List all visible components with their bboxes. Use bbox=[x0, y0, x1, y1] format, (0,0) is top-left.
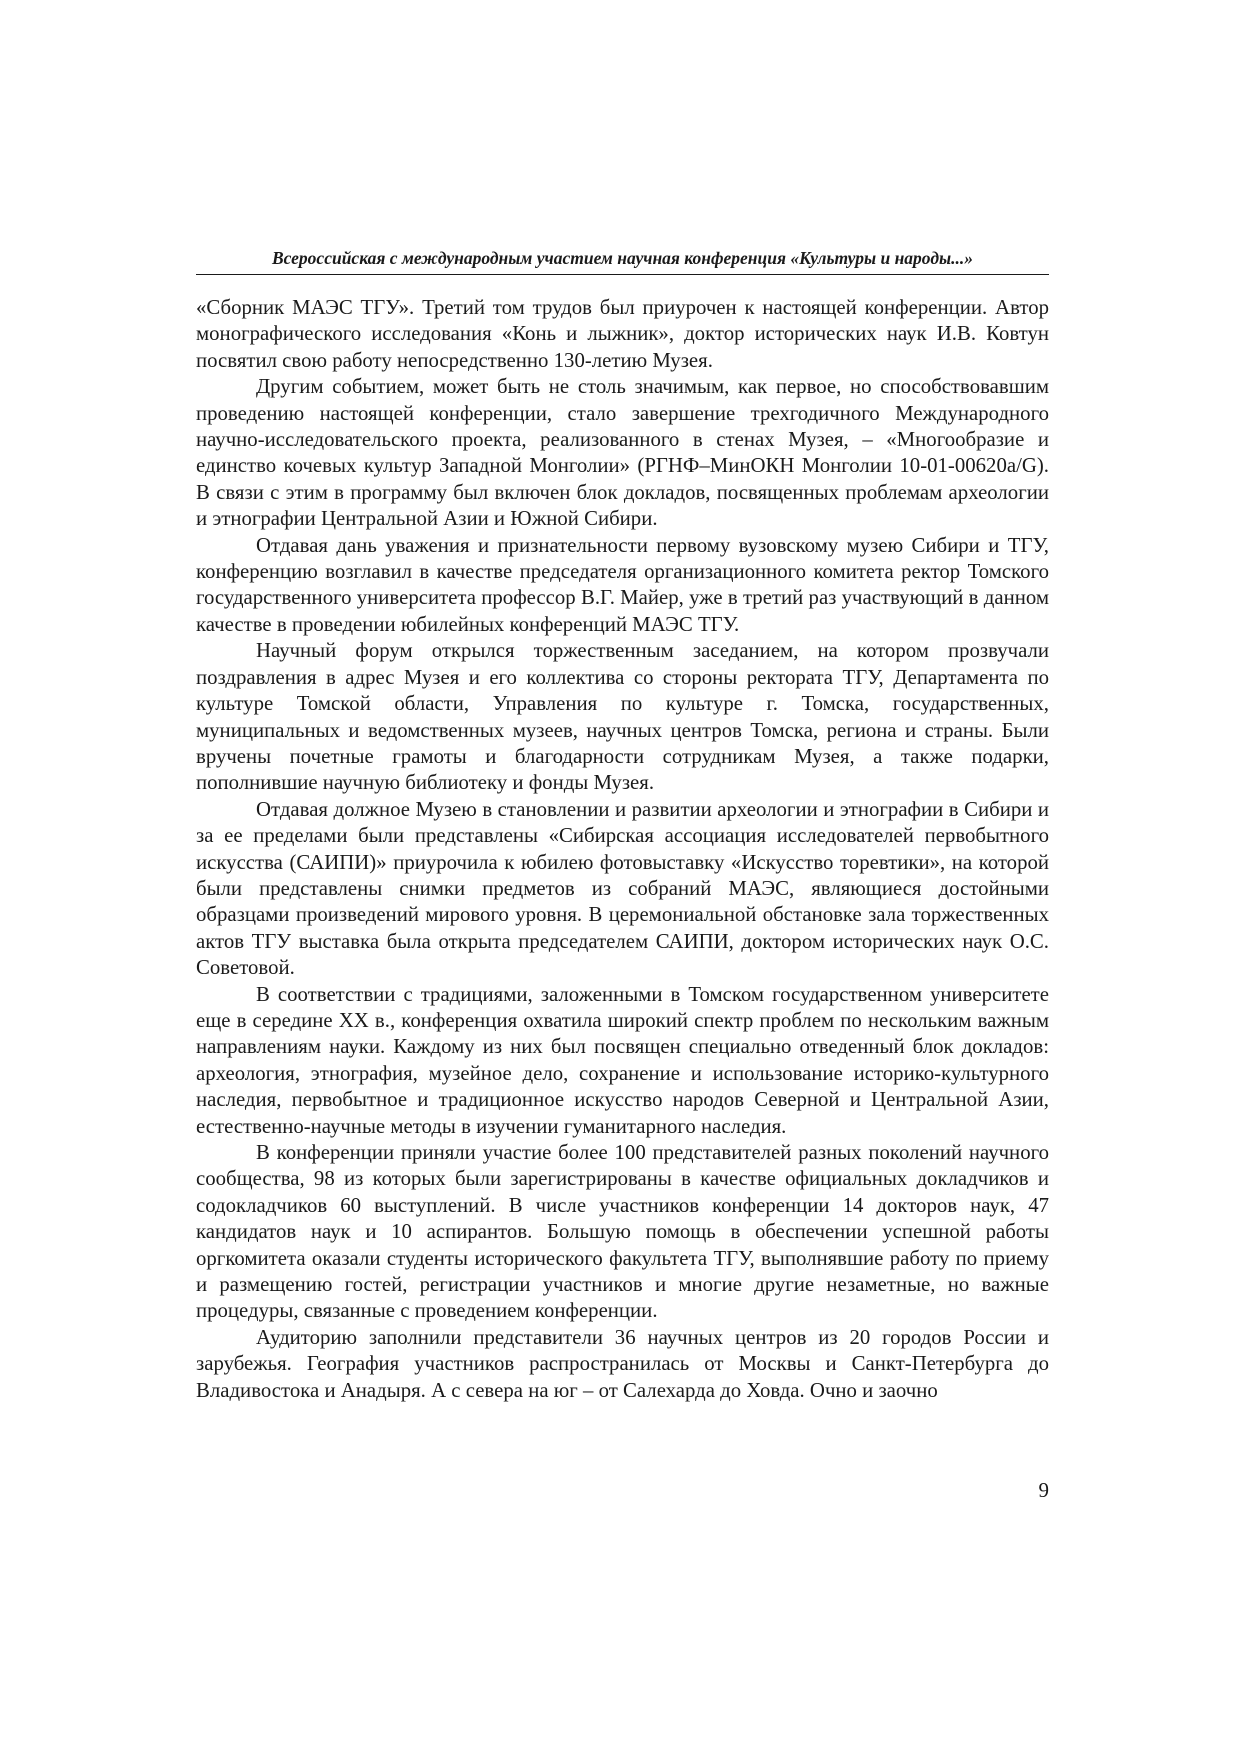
paragraph: Отдавая дань уважения и признательности первому вузовскому музею Сибири и ТГУ, конференцию возглавил в качестве председателя организационного комитета ректор Томского государственного университета профессор В.Г. Майер, уже в третий раз участвующий в данном качестве в проведении юбилейных конференций МАЭС ТГУ. bbox=[196, 533, 1049, 636]
header-rule bbox=[196, 274, 1049, 275]
paragraph: Аудиторию заполнили представители 36 научных центров из 20 городов России и зарубежья. География участников распространилась от Москвы и Санкт-Петербурга до Владивостока и Анадыря. А с севера на юг – от Салехарда до Ховда. Очно и заочно bbox=[196, 1325, 1049, 1402]
paragraph: В конференции приняли участие более 100 представителей разных поколений научного сообщества, 98 из которых были зарегистрированы в качестве официальных докладчиков и содокладчиков 60 выступлений. В числе участников конференции 14 докторов наук, 47 кандидатов наук и 10 аспирантов. Большую помощь в обеспечении успешной работы оргкомитета оказали студенты исторического факультета ТГУ, выполнявшие работу по приему и размещению гостей, регистрации участников и многие другие незаметные, но важные процедуры, связанные с проведением конференции. bbox=[196, 1141, 1049, 1323]
paragraph: В соответствии с традициями, заложенными в Томском государственном университете еще в середине XX в., конференция охватила широкий спектр проблем по нескольким важным направлениям науки. Каждому из них был посвящен специально отведенный блок докладов: археология, этнография, музейное дело, сохранение и использование историко-культурного наследия, первобытное и традиционное искусство народов Северной и Центральной Азии, естественно-научные методы в изучении гуманитарного наследия. bbox=[196, 982, 1049, 1138]
paragraph-continuation: «Сборник МАЭС ТГУ». Третий том трудов был приурочен к настоящей конференции. Автор монографического исследования «Конь и лыжник», доктор исторических наук И.В. Ковтун посвятил свою работу непосредственно 130-летию Музея. bbox=[196, 296, 1049, 372]
page-number: 9 bbox=[1038, 1478, 1049, 1502]
paragraph: Научный форум открылся торжественным заседанием, на котором прозвучали поздравления в адрес Музея и его коллектива со стороны ректората ТГУ, Департамента по культуре Томской области, Управления по культуре г. Томска, государственных, муниципальных и ведомственных музеев, научных центров Томска, региона и страны. Были вручены почетные грамоты и благодарности сотрудникам Музея, а также подарки, пополнившие научную библиотеку и фонды Музея. bbox=[196, 639, 1049, 795]
running-header: Всероссийская с международным участием научная конференция «Культуры и народы...» bbox=[271, 248, 974, 268]
paragraph: Отдавая должное Музею в становлении и развитии археологии и этнографии в Сибири и за ее пределами были представлены «Сибирская ассоциация исследователей первобытного искусства (САИПИ)» приурочила к юбилею фотовыставку «Искусство торевтики», на которой были представлены снимки предметов из собраний МАЭС, являющиеся достойными образцами произведений мирового уровня. В церемониальной обстановке зала торжественных актов ТГУ выставка была открыта председателем САИПИ, доктором исторических наук О.С. Советовой. bbox=[196, 797, 1049, 980]
body-text bbox=[196, 295, 1049, 1404]
paragraph: Другим событием, может быть не столь значимым, как первое, но способствовавшим проведению настоящей конференции, стало завершение трехгодичного Международного научно-исследовательского проекта, реализованного в стенах Музея, – «Многообразие и единство кочевых культур Западной Монголии» (РГНФ–МинОКН Монголии 10-01-00620а/G). В связи с этим в программу был включен блок докладов, посвященных проблемам археологии и этнографии Центральной Азии и Южной Сибири. bbox=[196, 375, 1049, 531]
